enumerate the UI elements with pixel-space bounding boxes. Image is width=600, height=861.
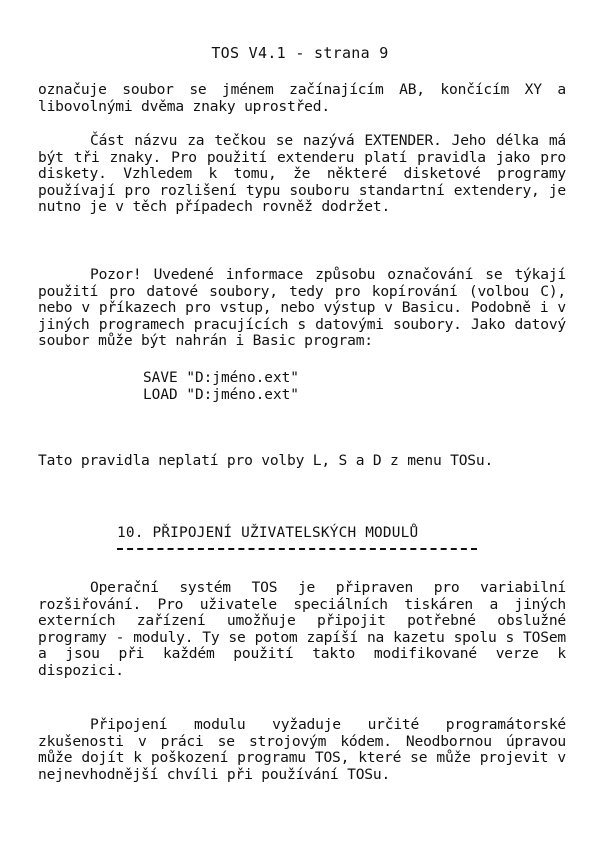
paragraph-warning: [38, 267, 566, 350]
code-line-save: SAVE "D:jméno.ext": [143, 370, 299, 386]
paragraph-modules: [38, 717, 566, 783]
paragraph-os: [38, 580, 566, 680]
paragraph-extender: [38, 133, 566, 216]
paragraph-text: označuje soubor se jménem začínajícím AB, končícím XY a libovolnými dvěma znaky uprostřed.: [38, 81, 566, 115]
code-line-load: LOAD "D:jméno.ext": [143, 387, 299, 403]
paragraph-text: Tato pravidla neplatí pro volby L, S a D z menu TOSu.: [38, 452, 494, 469]
paragraph-text: Operační systém TOS je připraven pro variabilní rozšiřování. Pro uživatele speciálních tiskáren a jiných externích zařízení umožňuje připojit potřebné obslužné programy - moduly. Ty se potom zapíší na kazetu spolu s TOSem a jsou při každém použití takto modifikované verze k dispozici.: [38, 579, 566, 679]
paragraph-text: Pozor! Uvedené informace způsobu označování se týkají použití pro datové soubory, tedy pro kopírování (volbou C), nebo v příkazech pro vstup, nebo výstup v Basicu. Podobně i v jiných programech pracujících s datovými soubory. Jako datový soubor může být nahrán i Basic program:: [38, 266, 566, 350]
paragraph-text: Připojení modulu vyžaduje určité programátorské zkušenosti v práci se strojovým kódem. Neodbornou úpravou může dojít k poškození programu TOS, které se může projevit v nejnevhodnější chvíli při používání TOSu.: [38, 716, 566, 783]
page-header: TOS V4.1 - strana 9: [211, 44, 389, 62]
paragraph-rules: [38, 453, 566, 470]
paragraph-continuation: [38, 82, 566, 115]
heading-underline: [117, 548, 477, 550]
paragraph-text: Část názvu za tečkou se nazývá EXTENDER. Jeho délka má být tři znaky. Pro použití extenderu platí pravidla jako pro diskety. Vzhledem k tomu, že některé disketové programy používají pro rozlišení typu souboru standartní extendery, je nutno je v těch případech rovněž dodržet.: [38, 132, 566, 216]
section-heading: 10. PŘIPOJENÍ UŽIVATELSKÝCH MODULŮ: [117, 525, 419, 541]
